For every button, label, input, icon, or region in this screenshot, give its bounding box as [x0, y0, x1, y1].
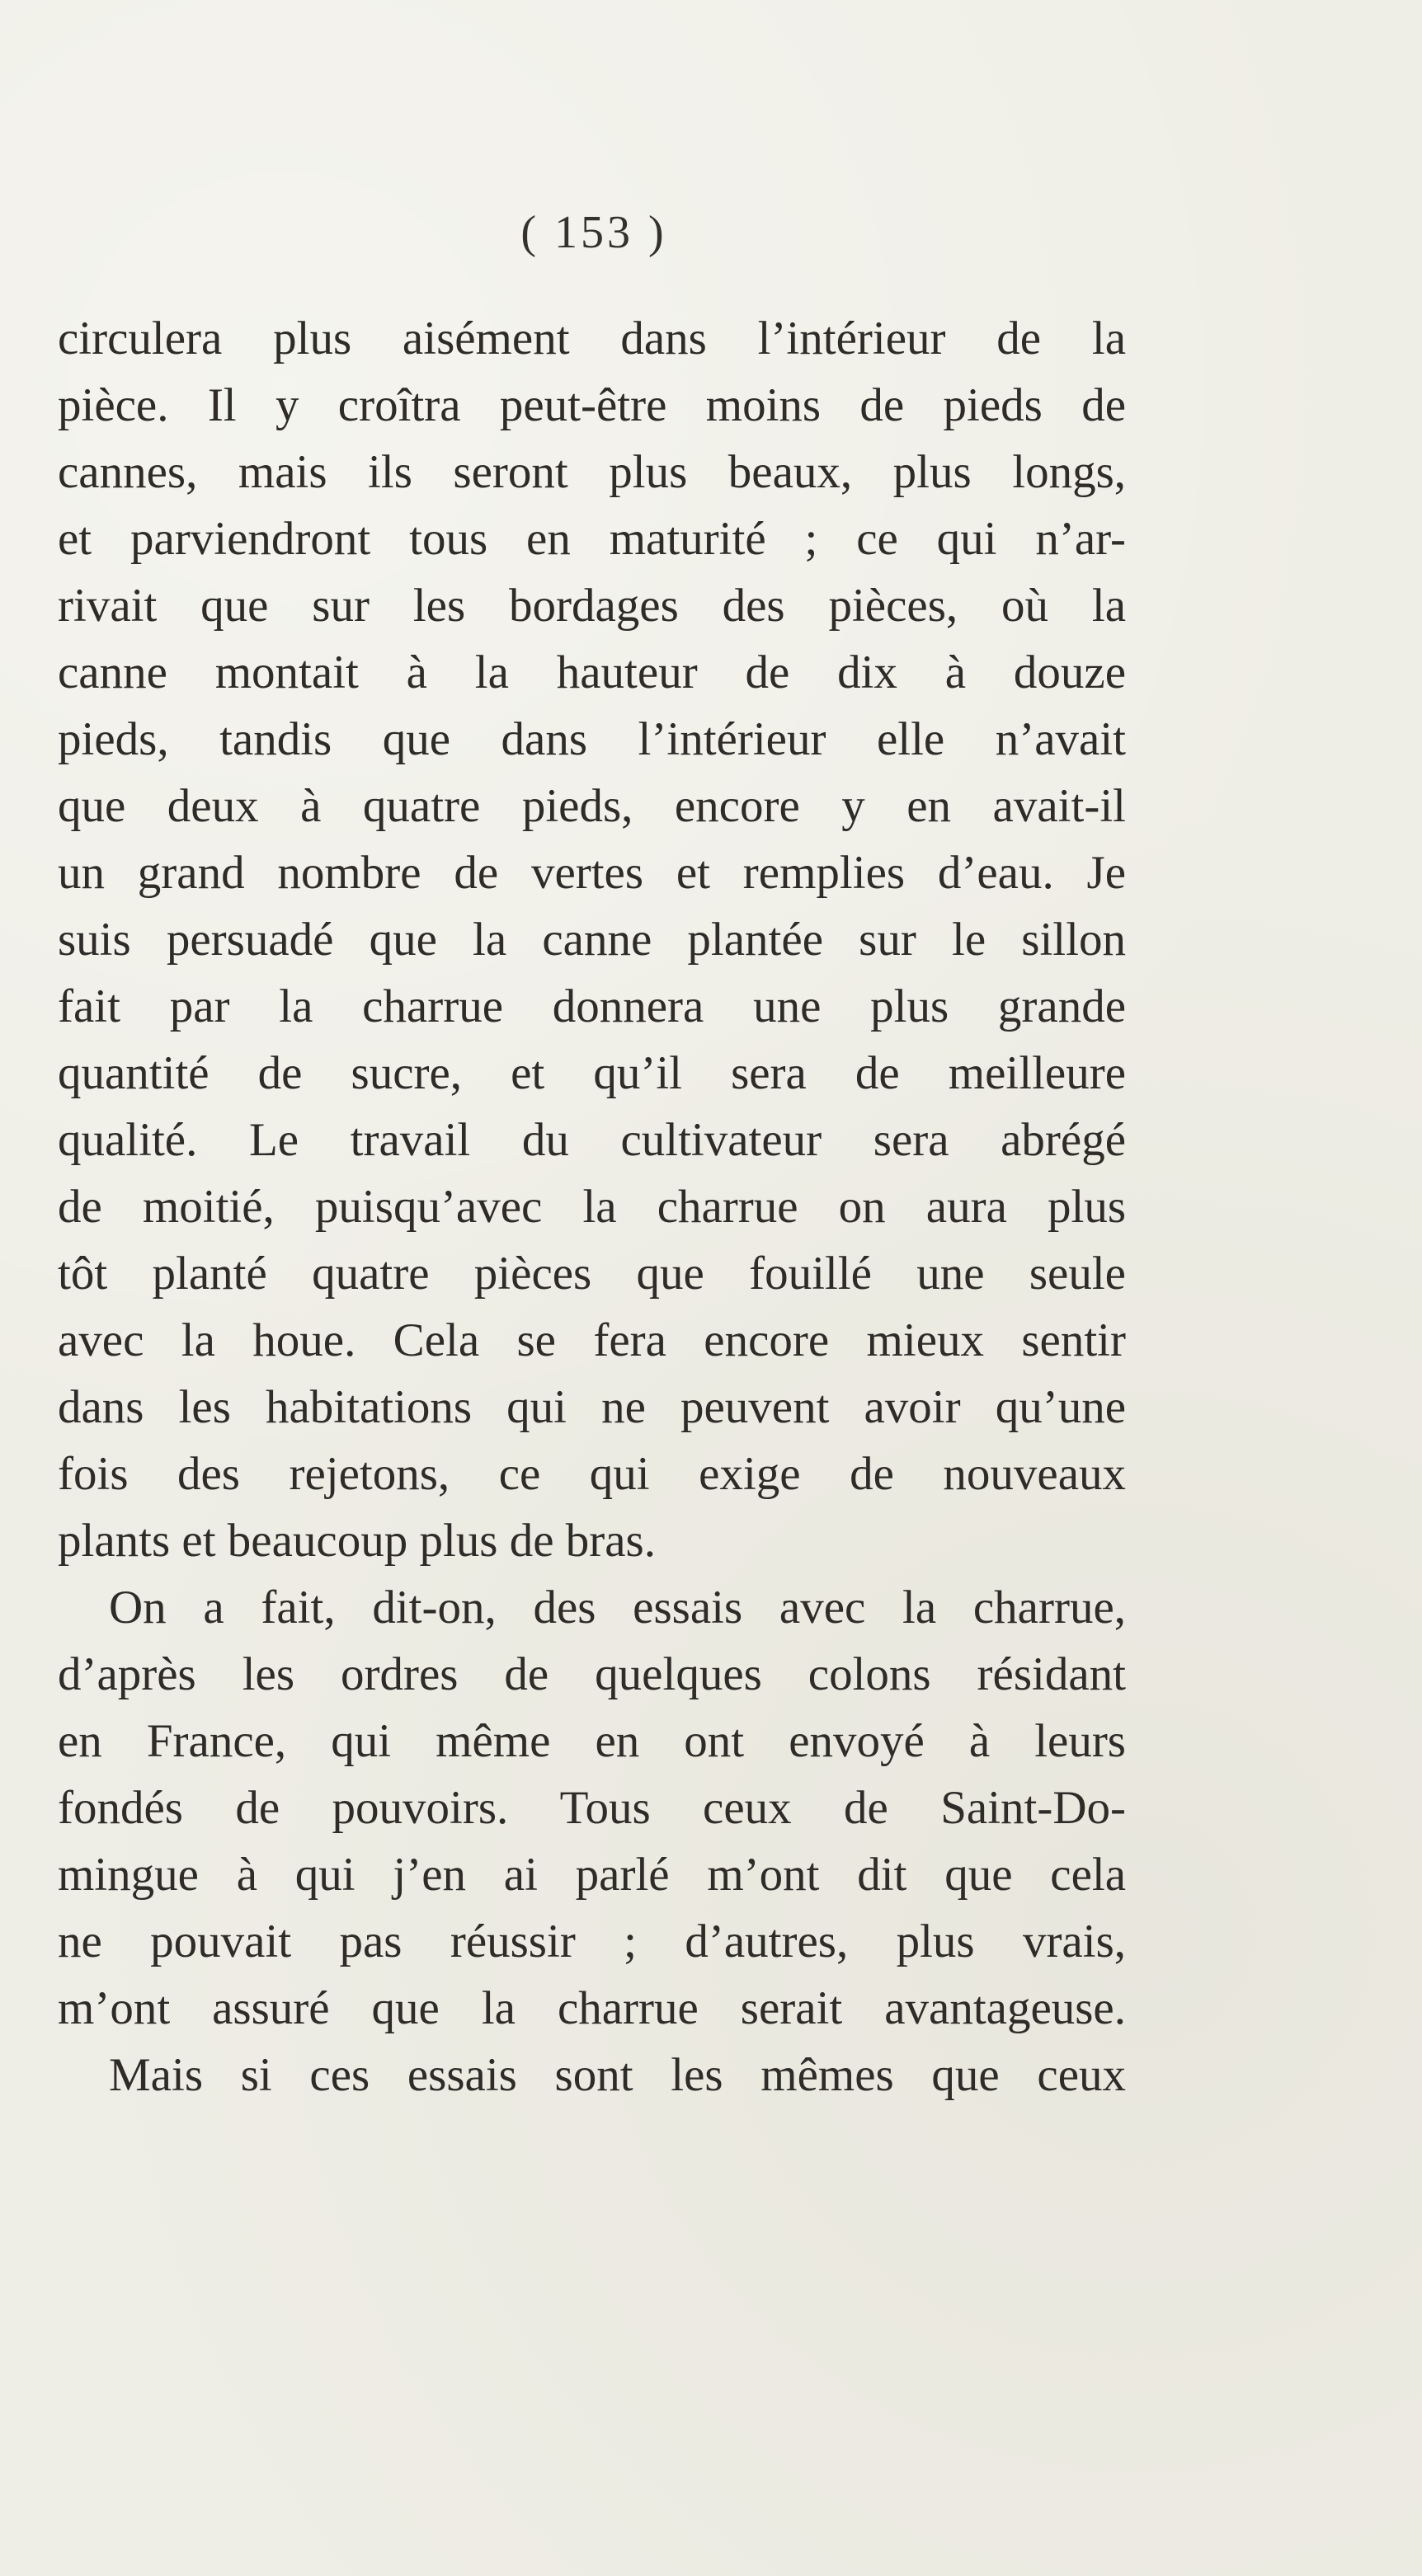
text-line: fois des rejetons, ce qui exige de nouveaux: [58, 1448, 1126, 1500]
text-line: quantité de sucre, et qu’il sera de meilleure: [58, 1047, 1126, 1099]
text-line: pièce. Il y croîtra peut-être moins de pieds de: [58, 379, 1126, 431]
text-line: pieds, tandis que dans l’intérieur elle n’avait: [58, 713, 1126, 765]
text-line: fait par la charrue donnera une plus grande: [58, 980, 1126, 1032]
paragraph-start-line: On a fait, dit-on, des essais avec la charrue,: [109, 1582, 1126, 1634]
text-line: suis persuadé que la canne plantée sur le sillon: [58, 914, 1126, 966]
paragraph-start-line: Mais si ces essais sont les mêmes que ceux: [109, 2049, 1126, 2101]
text-line: mingue à qui j’en ai parlé m’ont dit que cela: [58, 1849, 1126, 1901]
text-line: canne montait à la hauteur de dix à douze: [58, 646, 1126, 698]
body-text: [58, 305, 1126, 2108]
text-line: rivait que sur les bordages des pièces, où la: [58, 580, 1126, 632]
text-line: circulera plus aisément dans l’intérieur de la: [58, 313, 1126, 364]
text-line: et parviendront tous en maturité ; ce qui n’ar-: [58, 513, 1126, 565]
text-line: en France, qui même en ont envoyé à leurs: [58, 1715, 1126, 1767]
page-number: ( 153 ): [520, 207, 667, 258]
paragraph-end-line: plants et beaucoup plus de bras.: [58, 1515, 656, 1567]
text-line: que deux à quatre pieds, encore y en avait-il: [58, 780, 1126, 832]
text-line: avec la houe. Cela se fera encore mieux sentir: [58, 1314, 1126, 1366]
text-line: d’après les ordres de quelques colons résidant: [58, 1648, 1126, 1700]
text-line: fondés de pouvoirs. Tous ceux de Saint-Do-: [58, 1782, 1126, 1834]
text-line: m’ont assuré que la charrue serait avantageuse.: [58, 1982, 1126, 2034]
text-line: tôt planté quatre pièces que fouillé une seule: [58, 1248, 1126, 1300]
text-line: cannes, mais ils seront plus beaux, plus longs,: [58, 446, 1126, 498]
text-line: de moitié, puisqu’avec la charrue on aura plus: [58, 1181, 1126, 1233]
text-line: ne pouvait pas réussir ; d’autres, plus vrais,: [58, 1916, 1126, 1967]
text-line: qualité. Le travail du cultivateur sera abrégé: [58, 1114, 1126, 1166]
text-line: un grand nombre de vertes et remplies d’eau. Je: [58, 847, 1126, 899]
text-line: dans les habitations qui ne peuvent avoir qu’une: [58, 1381, 1126, 1433]
